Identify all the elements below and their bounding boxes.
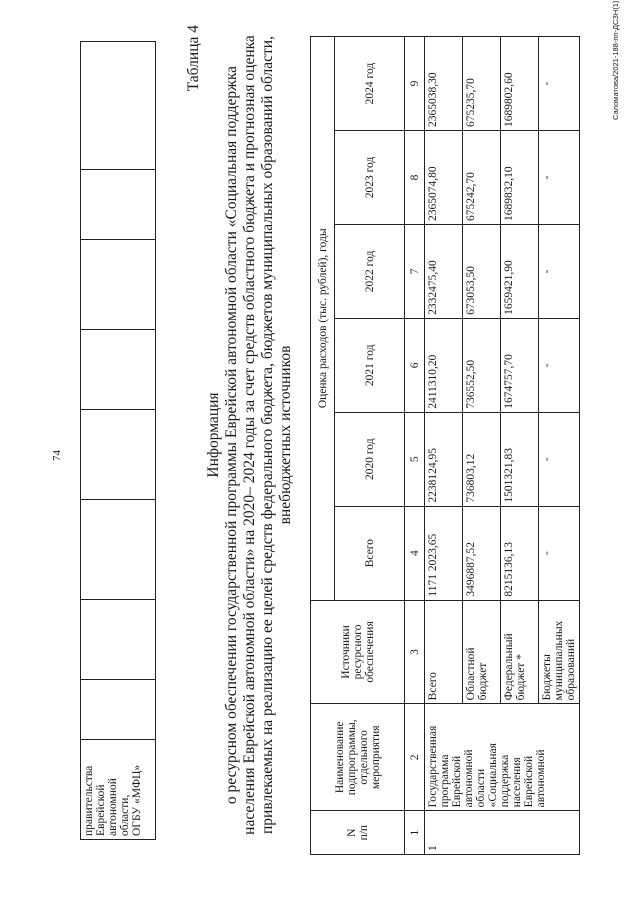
row-value: 2332475,40 [425,224,463,318]
row-value: - [539,506,580,600]
header-year-2023: 2023 год [335,131,405,225]
row-value: 736552,50 [463,318,501,412]
row-value: 675242,70 [463,131,501,225]
row-value: - [539,131,580,225]
row-value: 1659421,90 [501,224,539,318]
row-value: - [539,37,580,131]
row-value: - [539,412,580,506]
header-year-2022: 2022 год [335,224,405,318]
header-estimate: Оценка расходов (тыс. рублей), годы [311,37,335,601]
previous-table-cell [81,42,156,170]
row-value: 2365074,80 [425,131,463,225]
heading-line: привлекаемых на реализацию ее целей средств федерального бюджета, бюджетов муниципальных образований области, [259,36,276,834]
row-value: 1501321,83 [501,412,539,506]
header-year-2021: 2021 год [335,318,405,412]
previous-table-cell [81,410,156,500]
column-number: 3 [405,600,425,704]
header-total: Всего [335,506,405,600]
column-number: 1 [405,811,425,855]
row-source: Всего [425,600,463,704]
column-number: 7 [405,224,425,318]
column-number: 4 [405,506,425,600]
previous-table-cell-text: правительства Еврейской автономной области, ОГБУ «МФЦ» [81,740,156,840]
previous-table-cell [81,170,156,240]
row-source: Федеральный бюджет * [501,600,539,704]
header-year-2024: 2024 год [335,37,405,131]
heading-line: внебюджетных источников [277,345,294,525]
row-value: 1689802,60 [501,37,539,131]
column-number: 9 [405,37,425,131]
header-year-2020: 2020 год [335,412,405,506]
document-footer: Саломатова/2021-188-пп-ДСЗН(1) [611,0,620,120]
page-number: 74 [51,450,63,461]
column-number: 8 [405,131,425,225]
row-value: 1689832,10 [501,131,539,225]
previous-table-cell [81,680,156,740]
column-number: 2 [405,704,425,811]
row-value: 1171 2023,65 [425,506,463,600]
row-value: - [539,318,580,412]
column-number: 5 [405,412,425,506]
header-name: Наименование подпрограммы, отдельного мероприятия [311,704,405,811]
row-program-name: Государственная программа Еврейской автономной области «Социальная поддержка населения Еврейской автономной [425,704,580,811]
row-value: - [539,224,580,318]
row-value: 1674757,70 [501,318,539,412]
row-value: 8215136,13 [501,506,539,600]
header-source: Источники ресурсного обеспечения [311,600,405,704]
header-num: N п/п [311,811,405,855]
row-value: 675235,70 [463,37,501,131]
row-number: 1 [425,811,580,855]
row-value: 2238124,95 [425,412,463,506]
heading-line: Информация [205,392,222,478]
row-value: 673053,50 [463,224,501,318]
row-value: 3496887,52 [463,506,501,600]
row-source: Областной бюджет [463,600,501,704]
heading-line: о ресурсном обеспечении государственной программы Еврейской автономной области «Социальная поддержка [223,65,240,805]
previous-table-cell [81,240,156,330]
row-value: 2365038,30 [425,37,463,131]
resource-table [310,36,580,855]
previous-table-fragment [80,41,156,840]
table-caption: Таблица 4 [185,25,202,92]
previous-table-cell [81,330,156,410]
heading-line: населения Еврейской автономной области» на 2020– 2024 годы за счет средств областного бюджета и прогнозная оценка [241,35,258,835]
previous-table-cell [81,600,156,680]
row-source: Бюджеты муниципальных образований [539,600,580,704]
row-value: 2411310,20 [425,318,463,412]
row-value: 736803,12 [463,412,501,506]
previous-table-cell [81,500,156,600]
column-number: 6 [405,318,425,412]
document-heading [205,35,295,835]
